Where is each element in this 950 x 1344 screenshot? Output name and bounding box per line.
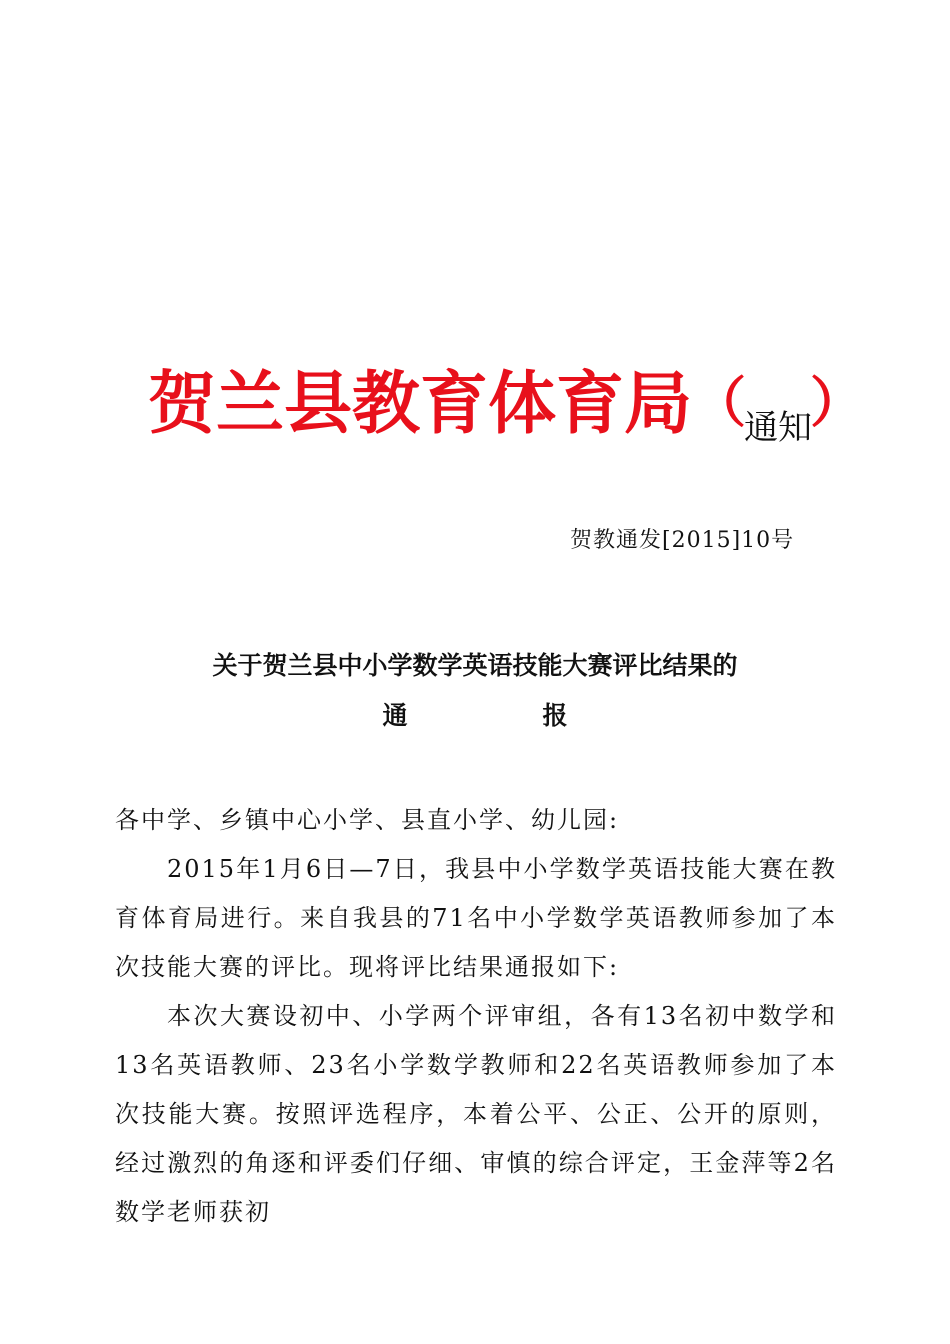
letterhead-org-name: 贺兰县教育体育局 [148, 364, 693, 444]
document-title-line1: 关于贺兰县中小学数学英语技能大赛评比结果的 [212, 651, 738, 680]
letterhead [148, 360, 865, 450]
body-paragraph-1: 2015年1月6日—7日，我县中小学数学英语技能大赛在教育体育局进行。来自我县的71名中小学数学英语教师参加了本次技能大赛的评比。现将评比结果通报如下: [115, 855, 837, 981]
letterhead-doc-type: 通知 [744, 408, 813, 448]
document-body [115, 796, 837, 1237]
document-title-char-1: 通 [382, 701, 408, 730]
letterhead-paren-open: （ [692, 370, 747, 434]
letterhead-paren-close: ） [810, 370, 865, 434]
salutation: 各中学、乡镇中心小学、县直小学、幼儿园: [115, 806, 620, 834]
document-title [0, 645, 950, 737]
body-paragraph-2: 本次大赛设初中、小学两个评审组，各有13名初中数学和13名英语教师、23名小学数学教师和22名英语教师参加了本次技能大赛。按照评选程序，本着公平、公正、公开的原则，经过激烈的角逐和评委们仔细、审慎的综合评定，王金萍等2名数学老师获初 [115, 1002, 837, 1226]
document-number: 贺教通发[2015]10号 [570, 528, 795, 553]
document-title-line2 [0, 695, 950, 737]
document-title-char-2: 报 [542, 701, 568, 730]
